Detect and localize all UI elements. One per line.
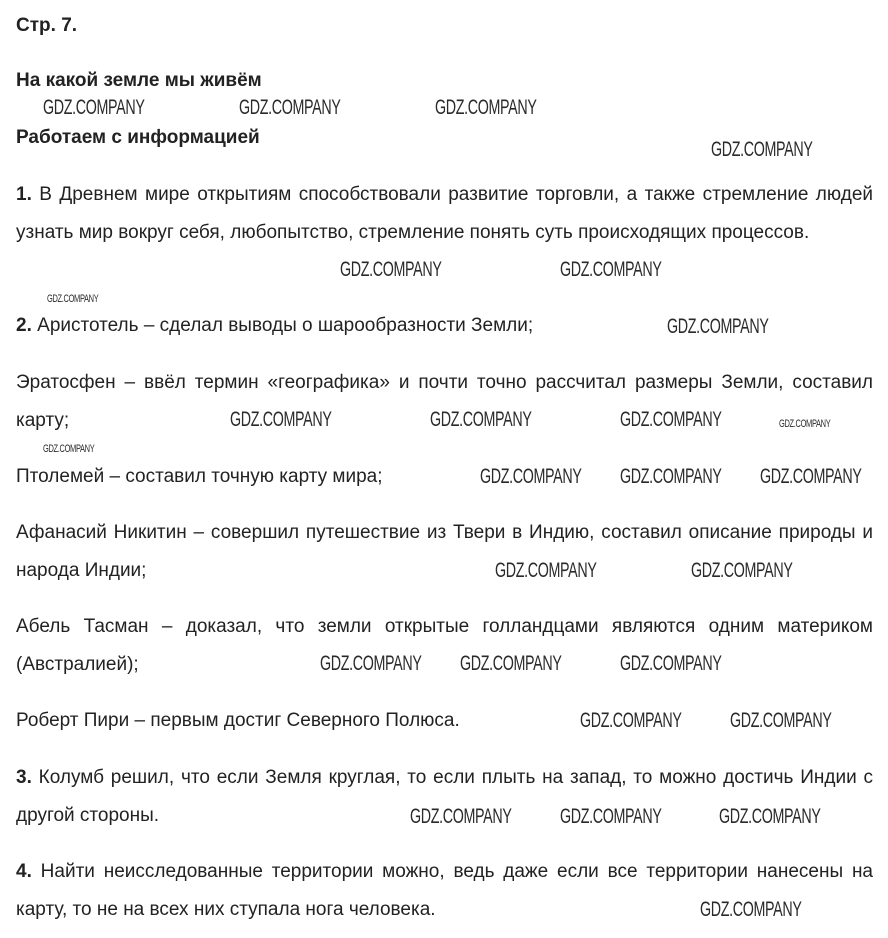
watermark: GDZ.COMPANY [719,805,821,828]
watermark: GDZ.COMPANY [667,315,769,338]
answer-text: Найти неисследованные территории можно, ведь даже если все территории нанесены на карту, то не на всех них ступала нога человека. [16,861,874,920]
watermark: GDZ.COMPANY [239,96,341,119]
watermark: GDZ.COMPANY [43,96,145,119]
page-label: Стр. 7. [16,15,78,36]
watermark: GDZ.COMPANY [691,559,793,582]
answer-text: Афанасий Никитин – совершил путешествие из Твери в Индию, составил описание природы и народа Индии; [16,522,873,581]
watermark: GDZ.COMPANY [320,652,422,675]
answer-text: Колумб решил, что если Земля круглая, то если плыть на запад, то можно достичь Индии с другой стороны. [16,767,873,826]
watermark: GDZ.COMPANY [460,652,562,675]
watermark: GDZ.COMPANY [43,443,95,455]
answer-text: Эратосфен – ввёл термин «географика» и почти точно рассчитал размеры Земли, составил карту; [16,372,873,431]
answer-text: В Древнем мире открытиям способствовали развитие торговли, а также стремление людей узнать мир вокруг себя, любопытство, стремление понять суть происходящих процессов. [16,184,873,243]
watermark: GDZ.COMPANY [560,805,662,828]
answer-number: 1. [16,184,32,205]
watermark: GDZ.COMPANY [779,418,831,430]
answer-text: Птолемей – составил точную карту мира; [16,466,383,487]
watermark: GDZ.COMPANY [560,258,662,281]
answer-number: 3. [16,767,32,788]
watermark: GDZ.COMPANY [47,293,99,305]
watermark: GDZ.COMPANY [730,709,832,732]
answer-2-ptolemy [16,458,873,496]
answer-text: Аристотель – сделал выводы о шарообразности Земли; [37,315,534,336]
watermark: GDZ.COMPANY [620,408,722,431]
watermark: GDZ.COMPANY [620,465,722,488]
watermark: GDZ.COMPANY [495,559,597,582]
watermark: GDZ.COMPANY [580,709,682,732]
section-heading: Работаем с информацией [16,127,260,148]
watermark: GDZ.COMPANY [435,96,537,119]
answer-text: Абель Тасман – доказал, что земли открытые голландцами являются одним материком (Австралией); [16,616,873,675]
answer-number: 2. [16,315,32,336]
answer-number: 4. [16,861,32,882]
answer-text: Роберт Пири – первым достиг Северного Полюса. [16,710,460,731]
watermark: GDZ.COMPANY [711,138,813,161]
watermark: GDZ.COMPANY [340,258,442,281]
answer-1 [16,176,873,251]
watermark: GDZ.COMPANY [700,898,802,921]
title: На какой земле мы живём [16,70,262,91]
watermark: GDZ.COMPANY [230,408,332,431]
watermark: GDZ.COMPANY [430,408,532,431]
watermark: GDZ.COMPANY [410,805,512,828]
watermark: GDZ.COMPANY [760,465,862,488]
watermark: GDZ.COMPANY [620,652,722,675]
answer-2-tasman [16,608,873,683]
watermark: GDZ.COMPANY [480,465,582,488]
